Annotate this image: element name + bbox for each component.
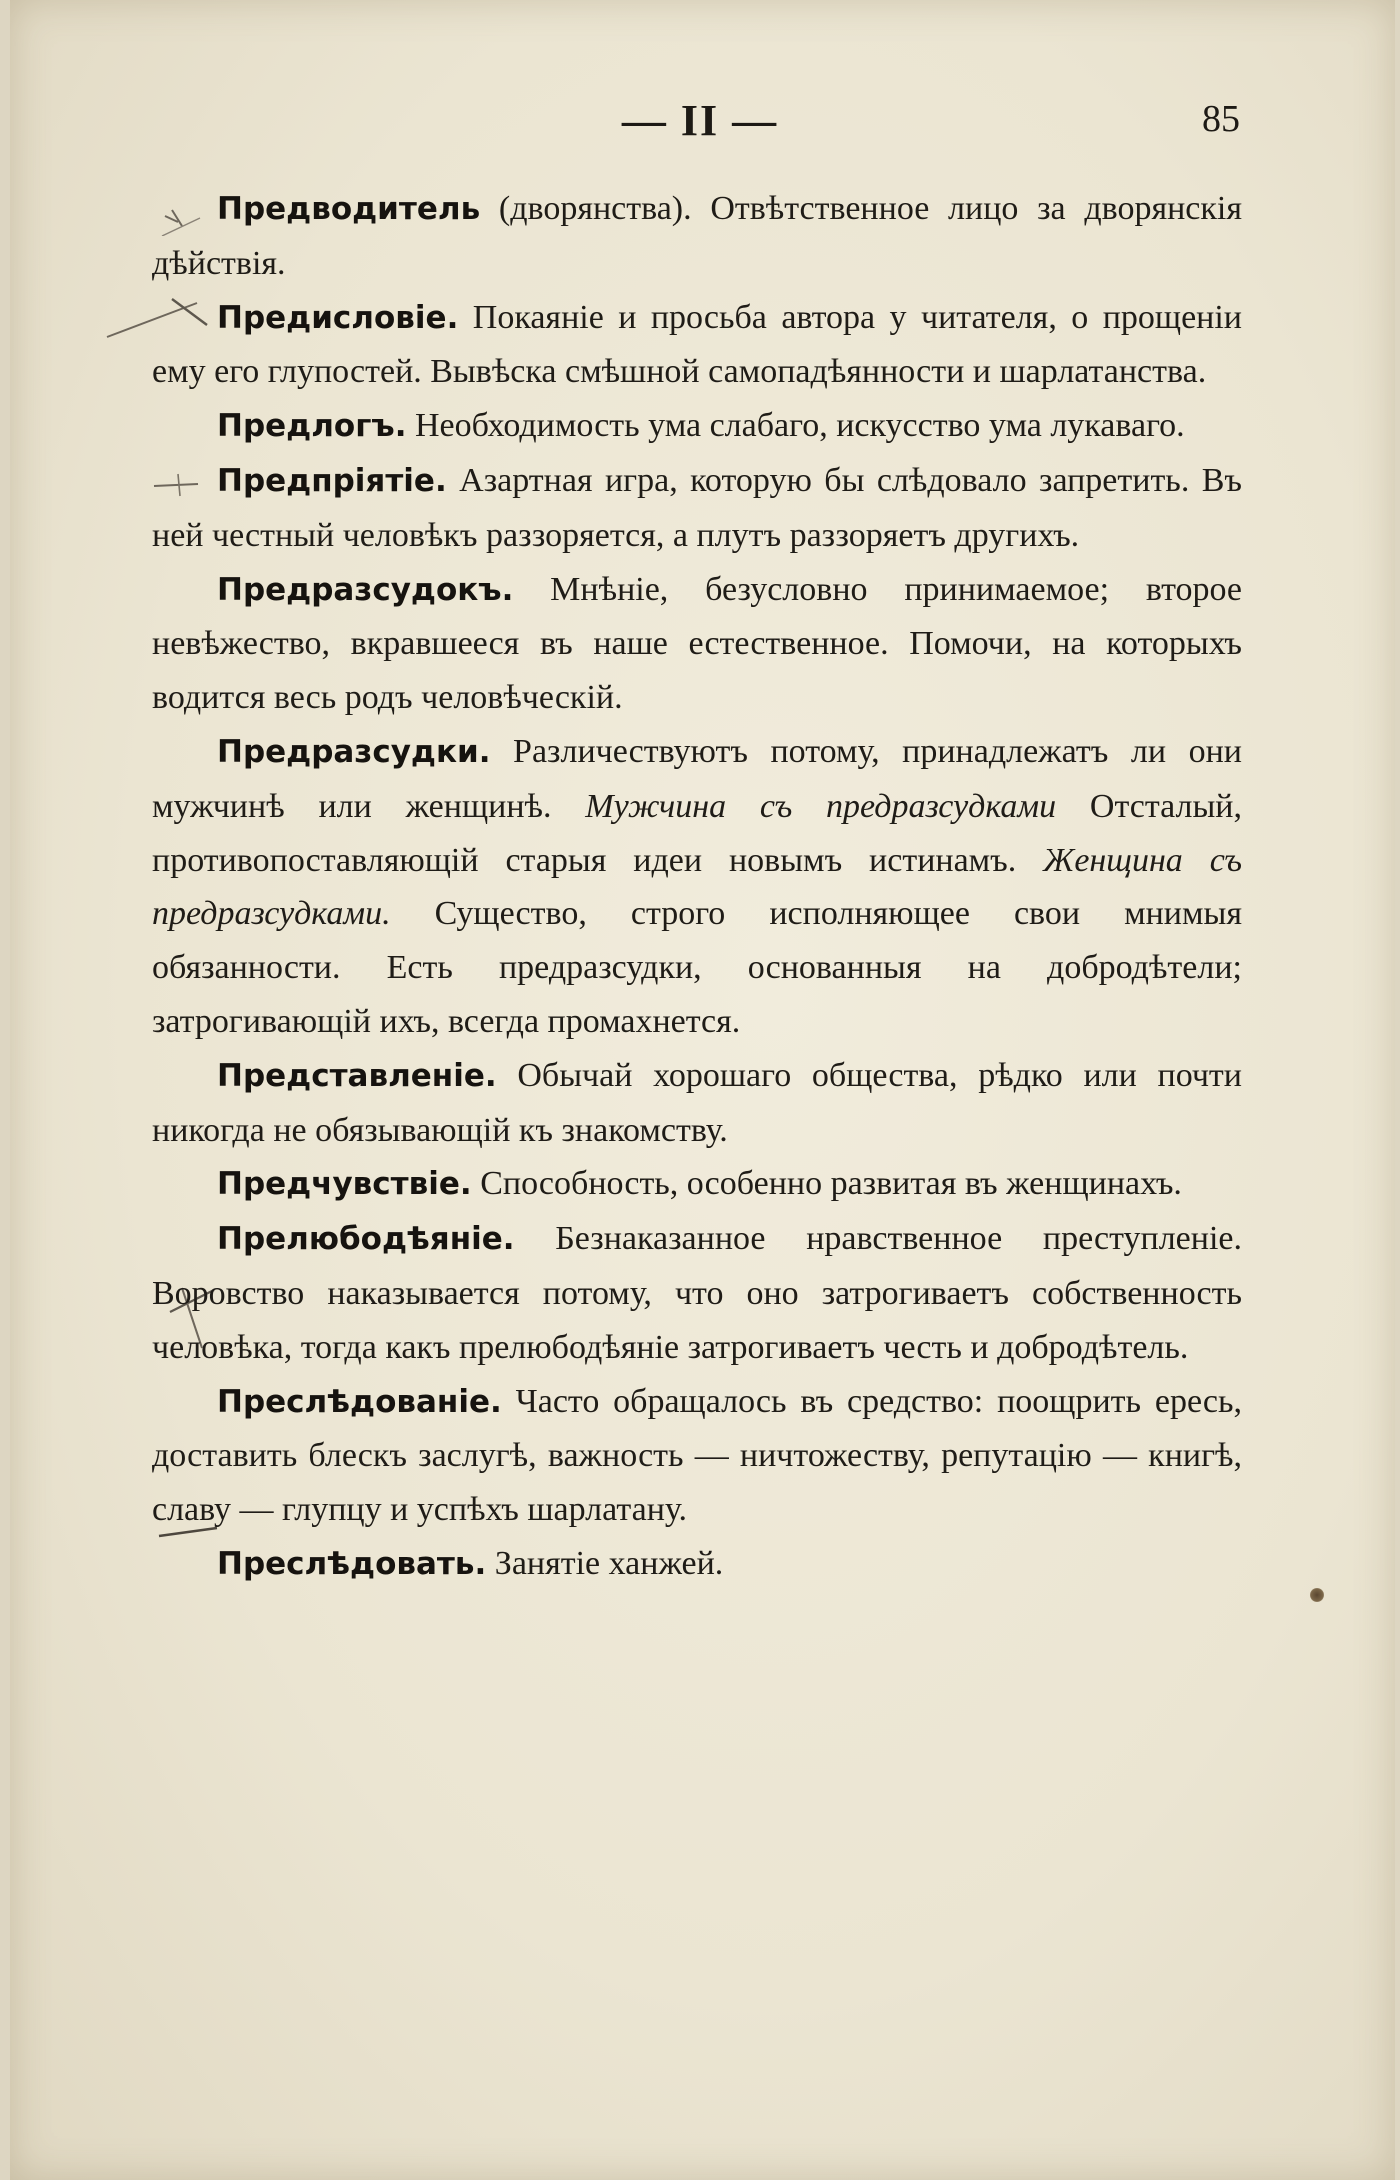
entry-definition-part: Отсталый, противопоставляющій старыя идеи новымъ истинамъ. bbox=[152, 787, 1242, 879]
entry-definition: Азартная игра, которую бы слѣдовало запретить. Въ ней честный человѣкъ раззоряется, а плутъ раззоряетъ другихъ. bbox=[152, 461, 1242, 554]
entry-definition: Покаяніе и просьба автора у читателя, о прощеніи ему его глупостей. Вывѣска смѣшной самопадѣянности и шарлатанства. bbox=[152, 298, 1242, 391]
paper-stain bbox=[1310, 1588, 1324, 1602]
entry-predlog bbox=[152, 399, 1242, 454]
entry-definition: Занятіе ханжей. bbox=[486, 1544, 724, 1582]
entry-term: Прелюбодѣяніе. bbox=[217, 1221, 515, 1258]
entry-term: Представленіе. bbox=[217, 1057, 497, 1094]
entry-predstavlenie bbox=[152, 1049, 1242, 1158]
entry-term: Предчувствіе. bbox=[217, 1166, 472, 1203]
entry-definition: Часто обращалось въ средство: поощрить ересь, доставить блескъ заслугѣ, важность — ничтожеству, репутацію — книгѣ, славу — глупцу и успѣхъ шарлатану. bbox=[152, 1382, 1242, 1529]
entry-predpriyatie bbox=[152, 454, 1242, 563]
entry-definition-part: Существо, строго исполняющее свои мнимыя обязанности. Есть предразсудки, основанныя на добродѣтели; затрогивающій ихъ, всегда промахнется. bbox=[152, 895, 1242, 1040]
entry-term: Предлогъ. bbox=[217, 408, 407, 445]
page-number: 85 bbox=[1202, 98, 1240, 140]
entry-predislovie bbox=[152, 291, 1242, 400]
entry-italic-phrase: Мужчина съ предразсудками bbox=[585, 787, 1057, 825]
entry-definition: (дворянства). Отвѣтственное лицо за дворянскія дѣйствія. bbox=[152, 190, 1242, 282]
entry-term: Предводитель bbox=[217, 191, 481, 227]
entry-definition: Мнѣніе, безусловно принимаемое; второе невѣжество, вкравшееся въ наше естественное. Помочи, на которыхъ водится весь родъ человѣческій. bbox=[152, 570, 1242, 717]
page-header bbox=[10, 95, 1395, 155]
entry-predrazsudok bbox=[152, 563, 1242, 725]
entry-definition: Необходимость ума слабаго, искусство ума лукаваго. bbox=[406, 407, 1185, 445]
entry-predvoditel bbox=[152, 182, 1242, 291]
entry-term: Предисловіе. bbox=[217, 299, 459, 336]
entry-definition: Обычай хорошаго общества, рѣдко или почти никогда не обязывающій къ знакомству. bbox=[152, 1056, 1242, 1149]
entry-term: Предразсудки. bbox=[217, 733, 491, 770]
entry-term: Предразсудокъ. bbox=[217, 571, 514, 608]
section-letter-heading: — II — bbox=[621, 96, 779, 145]
entry-definition-part: Различествуютъ потому, принадлежатъ ли они мужчинѣ или женщинѣ. bbox=[152, 732, 1242, 825]
book-page bbox=[10, 0, 1395, 2180]
dictionary-body bbox=[152, 182, 1242, 1592]
entry-term: Преслѣдованіе. bbox=[217, 1383, 502, 1420]
entry-italic-phrase: Женщина съ предразсудками. bbox=[152, 841, 1242, 933]
entry-presledovat bbox=[152, 1537, 1242, 1592]
entry-term: Преслѣдовать. bbox=[217, 1545, 487, 1582]
entry-definition: Безнаказанное нравственное преступленіе. Воровство наказывается потому, что оно затрогиваетъ собственность человѣка, тогда какъ прелюбодѣяніе затрогиваетъ честь и добродѣтель. bbox=[152, 1220, 1242, 1366]
entry-predrazsudki bbox=[152, 725, 1242, 1049]
entry-term: Предпріятіе. bbox=[217, 462, 447, 499]
entry-presledovanie bbox=[152, 1375, 1242, 1537]
entry-predchuvstvie bbox=[152, 1157, 1242, 1212]
entry-definition: Способность, особенно развитая въ женщинахъ. bbox=[471, 1165, 1182, 1203]
entry-prelyubodeyanie bbox=[152, 1212, 1242, 1374]
